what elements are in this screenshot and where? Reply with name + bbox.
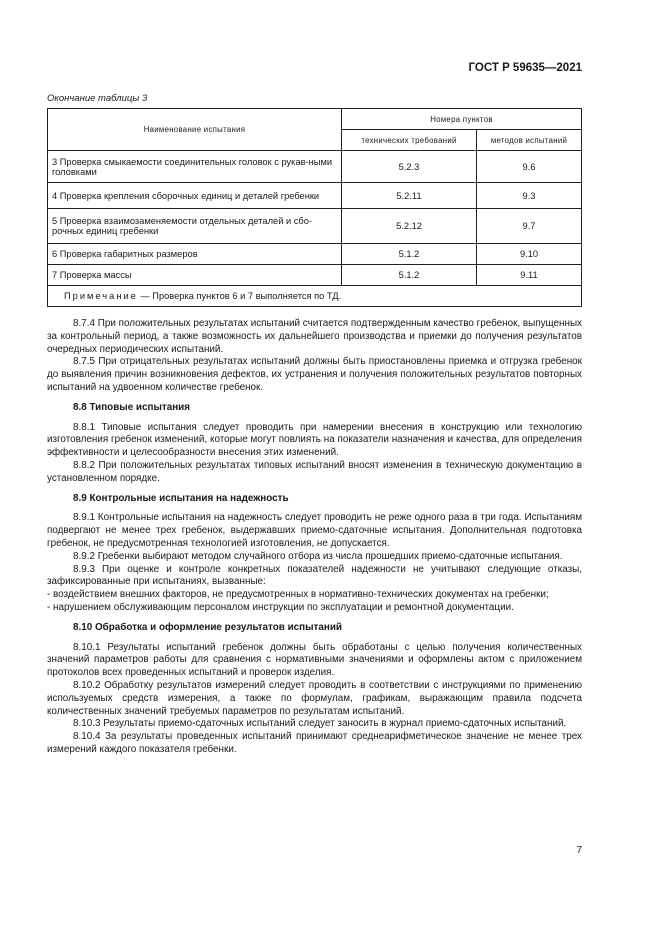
table-row: [48, 209, 582, 244]
table-row: [48, 151, 582, 183]
paragraph-8-10-1: 8.10.1 Результаты испытаний гребенок должны быть обработаны с целью получения количественных значений параметров работы для сравнения с нормативными значениями и оформлены актом с приложением протоколов всех проведенных испытаний и проверок изделия.: [47, 641, 582, 679]
note-label: Примечание: [64, 291, 138, 301]
row-test-name: 4 Проверка крепления сборочных единиц и деталей гребенки: [48, 183, 342, 209]
heading-8-9: 8.9 Контрольные испытания на надежность: [73, 492, 289, 504]
paragraph-8-9-1: 8.9.1 Контрольные испытания на надежность следует проводить не реже одного раза в три года. Испытаниям подвергают не менее трех гребенок, выдержавших приемо-сдаточные испытания. Дополнительная подготовка гребенок, не предусмотренная технологией изготовления, не допускается.: [47, 512, 582, 549]
tests-table: [47, 108, 582, 307]
column-header-test-methods: методов испытаний: [477, 130, 582, 151]
table-row: [48, 244, 582, 265]
row-test-name: 6 Проверка габаритных размеров: [48, 244, 342, 265]
column-header-test-name: Наименование испытания: [48, 109, 342, 151]
heading-8-8: 8.8 Типовые испытания: [73, 401, 191, 413]
paragraph-8-7-4: 8.7.4 При положительных результатах испытаний считается подтвержденным качество гребенок, выпущенных за контрольный период, а также возможность их дальнейшего производства и приемки до получения результатов очередных периодических испытаний.: [47, 318, 582, 355]
table-caption: Окончание таблицы 3: [47, 93, 148, 104]
column-header-clause-numbers: Номера пунктов: [342, 109, 582, 130]
table-note: [48, 286, 582, 307]
heading-8-10: 8.10 Обработка и оформление результатов испытаний: [73, 621, 342, 633]
row-tech-clause: 5.2.3: [342, 151, 477, 183]
column-header-tech-requirements: технических требований: [342, 130, 477, 151]
row-method-clause: 9.3: [477, 183, 582, 209]
body-text: [47, 318, 582, 757]
row-test-name: 3 Проверка смыкаемости соединительных головок с рукав-ными головками: [48, 151, 342, 183]
row-tech-clause: 5.1.2: [342, 244, 477, 265]
paragraph-8-8-1: 8.8.1 Типовые испытания следует проводить при намерении внесения в конструкцию или технологию изготовления гребенок изменений, которые могут повлиять на показатели назначения и качества, для определения эффективности и целесообразности внесения этих изменений.: [47, 421, 582, 459]
row-test-name: 7 Проверка массы: [48, 265, 342, 286]
page-number: 7: [576, 845, 582, 856]
paragraph-8-9-2: 8.9.2 Гребенки выбирают методом случайного отбора из числа прошедших приемо-сдаточные испытания.: [73, 550, 563, 562]
table-row: [48, 265, 582, 286]
row-method-clause: 9.6: [477, 151, 582, 183]
table-row: [48, 183, 582, 209]
note-text: — Проверка пунктов 6 и 7 выполняется по ТД.: [137, 291, 342, 301]
row-method-clause: 9.11: [477, 265, 582, 286]
list-item: - воздействием внешних факторов, не предусмотренных в нормативно-технических документах на гребенки;: [47, 589, 549, 601]
paragraph-8-8-2: 8.8.2 При положительных результатах типовых испытаний вносят изменения в техническую документацию в установленном порядке.: [47, 459, 582, 484]
row-method-clause: 9.7: [477, 209, 582, 244]
row-tech-clause: 5.2.11: [342, 183, 477, 209]
paragraph-8-7-5: 8.7.5 При отрицательных результатах испытаний должны быть приостановлены приемка и отгрузка гребенок до выявления причин возникновения дефектов, их устранения и получения положительных результатов повторных испытаний на удвоенном количестве гребенок.: [47, 356, 582, 393]
standard-code: ГОСТ Р 59635—2021: [468, 62, 582, 74]
table-note-row: [48, 286, 582, 307]
row-tech-clause: 5.2.12: [342, 209, 477, 244]
paragraph-8-10-4: 8.10.4 За результаты проведенных испытаний принимают среднеарифметическое значение не менее трех измерений каждого показателя гребенки.: [47, 731, 582, 755]
row-tech-clause: 5.1.2: [342, 265, 477, 286]
paragraph-8-10-3: 8.10.3 Результаты приемо-сдаточных испытаний следует заносить в журнал приемо-сдаточных испытаний.: [73, 718, 567, 730]
paragraph-8-10-2: 8.10.2 Обработку результатов измерений следует проводить в соответствии с инструкциями по применению используемых средств измерения, а также по формулам, графикам, выражающим правила подсчета количественных значений требуемых параметров по результатам испытаний.: [47, 679, 582, 717]
paragraph-8-9-3: 8.9.3 При оценке и контроле конкретных показателей надежности не учитывают следующие отказы, зафиксированные при испытаниях, вызванные:: [47, 563, 582, 588]
row-test-name: 5 Проверка взаимозаменяемости отдельных деталей и сбо-рочных единиц гребенки: [48, 209, 342, 244]
list-item: - нарушением обслуживающим персоналом инструкции по эксплуатации и ремонтной документации.: [47, 601, 514, 613]
row-method-clause: 9.10: [477, 244, 582, 265]
